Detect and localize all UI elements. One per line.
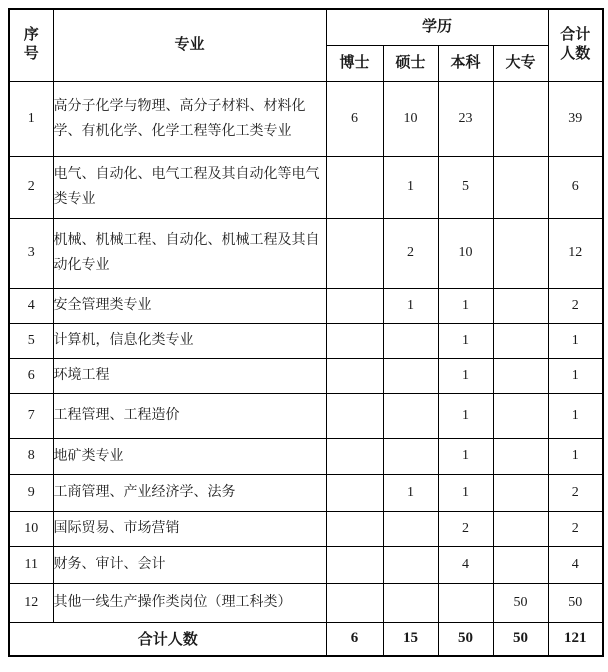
row-number: 9 [9, 474, 53, 511]
major-cell: 计算机，信息化类专业 [53, 323, 326, 358]
total-count: 12 [548, 218, 603, 288]
bachelor-count: 1 [438, 323, 493, 358]
master-count [383, 358, 438, 393]
row-number: 7 [9, 393, 53, 438]
bachelor-count: 1 [438, 438, 493, 474]
master-count: 1 [383, 156, 438, 218]
phd-count [326, 546, 383, 583]
college-count: 50 [493, 583, 548, 622]
table-row [9, 393, 603, 438]
row-number: 11 [9, 546, 53, 583]
total-count: 2 [548, 474, 603, 511]
totals-college: 50 [493, 622, 548, 656]
table-row [9, 583, 603, 622]
phd-count [326, 438, 383, 474]
major-cell: 电气、自动化、电气工程及其自动化等电气类专业 [53, 156, 326, 218]
bachelor-count: 2 [438, 511, 493, 546]
totals-row [9, 622, 603, 656]
totals-label: 合计人数 [9, 622, 326, 656]
phd-count [326, 474, 383, 511]
major-cell: 高分子化学与物理、高分子材料、材料化学、有机化学、化学工程等化工类专业 [53, 81, 326, 156]
master-count [383, 583, 438, 622]
college-count [493, 81, 548, 156]
col-header-college: 大专 [493, 45, 548, 81]
college-count [493, 474, 548, 511]
table-row [9, 358, 603, 393]
phd-count [326, 288, 383, 323]
bachelor-count: 5 [438, 156, 493, 218]
bachelor-count: 1 [438, 474, 493, 511]
table-row [9, 288, 603, 323]
major-cell: 财务、审计、会计 [53, 546, 326, 583]
major-cell: 地矿类专业 [53, 438, 326, 474]
master-count: 2 [383, 218, 438, 288]
total-count: 1 [548, 438, 603, 474]
totals-total: 121 [548, 622, 603, 656]
total-count: 2 [548, 511, 603, 546]
col-header-education-label: 学历 [422, 18, 453, 35]
col-header-no [9, 9, 53, 81]
phd-count [326, 156, 383, 218]
recruitment-table [8, 8, 604, 657]
college-count [493, 546, 548, 583]
phd-count [326, 511, 383, 546]
total-count: 39 [548, 81, 603, 156]
totals-master: 15 [383, 622, 438, 656]
bachelor-count: 23 [438, 81, 493, 156]
master-count [383, 546, 438, 583]
bachelor-count: 10 [438, 218, 493, 288]
major-cell: 国际贸易、市场营销 [53, 511, 326, 546]
table-row [9, 323, 603, 358]
total-count: 1 [548, 358, 603, 393]
row-number: 5 [9, 323, 53, 358]
table-row [9, 81, 603, 156]
bachelor-count: 1 [438, 393, 493, 438]
col-header-master: 硕士 [383, 45, 438, 81]
phd-count [326, 583, 383, 622]
col-header-total-label: 合计人数 [560, 27, 591, 63]
master-count [383, 438, 438, 474]
row-number: 10 [9, 511, 53, 546]
col-header-education [326, 9, 548, 45]
row-number: 4 [9, 288, 53, 323]
master-count: 10 [383, 81, 438, 156]
col-header-major [53, 9, 326, 81]
major-cell: 环境工程 [53, 358, 326, 393]
college-count [493, 511, 548, 546]
col-header-bachelor: 本科 [438, 45, 493, 81]
phd-count [326, 218, 383, 288]
table-row [9, 156, 603, 218]
master-count [383, 323, 438, 358]
master-count [383, 393, 438, 438]
header-row-top [9, 9, 603, 45]
bachelor-count: 1 [438, 288, 493, 323]
major-cell: 其他一线生产操作类岗位（理工科类） [53, 583, 326, 622]
table-row [9, 474, 603, 511]
total-count: 50 [548, 583, 603, 622]
col-header-total [548, 9, 603, 81]
master-count: 1 [383, 288, 438, 323]
college-count [493, 156, 548, 218]
table-row [9, 218, 603, 288]
college-count [493, 358, 548, 393]
master-count [383, 511, 438, 546]
table-row [9, 438, 603, 474]
col-header-no-label: 序号 [23, 27, 39, 63]
totals-bachelor: 50 [438, 622, 493, 656]
phd-count [326, 358, 383, 393]
major-cell: 工程管理、工程造价 [53, 393, 326, 438]
college-count [493, 323, 548, 358]
major-cell: 工商管理、产业经济学、法务 [53, 474, 326, 511]
total-count: 4 [548, 546, 603, 583]
total-count: 6 [548, 156, 603, 218]
row-number: 12 [9, 583, 53, 622]
total-count: 1 [548, 323, 603, 358]
row-number: 6 [9, 358, 53, 393]
college-count [493, 393, 548, 438]
college-count [493, 288, 548, 323]
bachelor-count: 1 [438, 358, 493, 393]
bachelor-count [438, 583, 493, 622]
row-number: 3 [9, 218, 53, 288]
bachelor-count: 4 [438, 546, 493, 583]
col-header-phd: 博士 [326, 45, 383, 81]
phd-count: 6 [326, 81, 383, 156]
table-row [9, 511, 603, 546]
totals-phd: 6 [326, 622, 383, 656]
row-number: 8 [9, 438, 53, 474]
total-count: 1 [548, 393, 603, 438]
college-count [493, 218, 548, 288]
phd-count [326, 323, 383, 358]
row-number: 2 [9, 156, 53, 218]
row-number: 1 [9, 81, 53, 156]
major-cell: 安全管理类专业 [53, 288, 326, 323]
total-count: 2 [548, 288, 603, 323]
major-cell: 机械、机械工程、自动化、机械工程及其自动化专业 [53, 218, 326, 288]
master-count: 1 [383, 474, 438, 511]
college-count [493, 438, 548, 474]
col-header-major-label: 专业 [174, 36, 205, 53]
table-row [9, 546, 603, 583]
phd-count [326, 393, 383, 438]
